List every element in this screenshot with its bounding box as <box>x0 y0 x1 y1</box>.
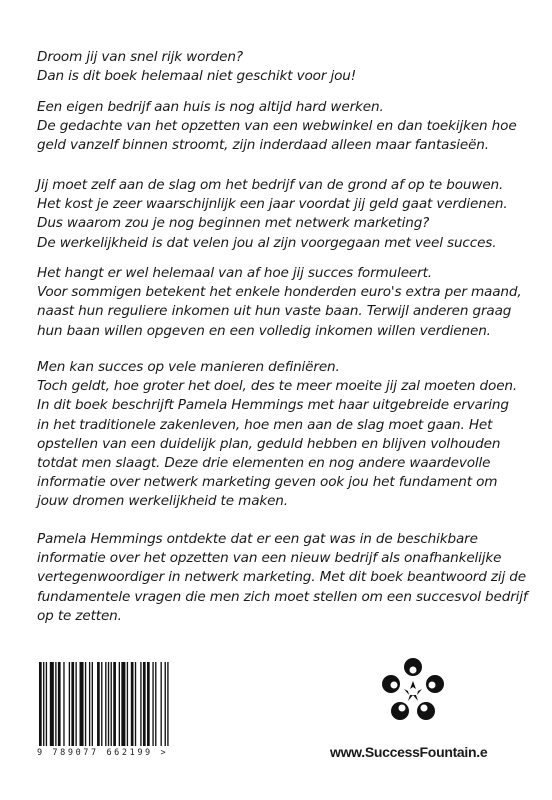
blurb-paragraph-2 <box>37 98 542 156</box>
text-line: Voor sommigen betekent het enkele honderden euro's extra per maand, <box>37 284 522 301</box>
barcode-bar <box>50 662 54 746</box>
text-line: hun baan willen opgeven en een volledig inkomen willen verdienen. <box>37 322 491 339</box>
flower-logo-icon <box>378 653 448 733</box>
text-line: informatie over het opzetten van een nieuw bedrijf als onafhankelijke <box>37 550 502 567</box>
barcode-bar <box>71 662 74 746</box>
text-line: Dan is dit boek helemaal niet geschikt voor jou! <box>37 68 357 85</box>
barcode-bar <box>97 662 100 746</box>
barcode-bar <box>85 662 86 746</box>
barcode-bar <box>69 662 70 746</box>
text-line: in het traditionele zakenleven, hoe men aan de slag moet gaan. Het <box>37 416 493 433</box>
barcode-bar <box>131 662 134 746</box>
barcode-bar <box>147 662 150 746</box>
text-line: De werkelijkheid is dat velen jou al zijn voorgegaan met veel succes. <box>37 234 497 251</box>
text-line: Pamela Hemmings ontdekte dat er een gat was in de beschikbare <box>37 531 478 547</box>
barcode-bar <box>167 662 168 746</box>
barcode-bars <box>37 662 171 746</box>
barcode-bar <box>127 662 128 746</box>
text-line: naast hun reguliere inkomen uit hun vaste baan. Terwijl anderen graag <box>37 303 512 320</box>
text-line: Jij moet zelf aan de slag om het bedrijf van de grond af op te bouwen. <box>37 177 504 193</box>
blurb-paragraph-5 <box>37 358 542 512</box>
barcode-bar <box>92 662 93 746</box>
text-line: Men kan succes op vele manieren definiëren. <box>37 359 340 375</box>
barcode-bar <box>108 662 109 746</box>
text-line: Het hangt er wel helemaal van af hoe jij succes formuleert. <box>37 265 432 281</box>
barcode-bar <box>119 662 120 746</box>
text-line: totdat men slaagt. Deze drie elementen en nog andere waardevolle <box>37 455 491 472</box>
text-line: Dus waarom zou je nog beginnen met netwerk marketing? <box>37 215 430 232</box>
text-line: In dit boek beschrijft Pamela Hemmings met haar uitgebreide ervaring <box>37 397 509 414</box>
text-line: geld vanzelf binnen stroomt, zijn inderdaad alleen maar fantasieën. <box>37 137 489 154</box>
barcode-bar <box>143 662 146 746</box>
barcode-bar <box>140 662 141 746</box>
barcode-bar <box>80 662 84 746</box>
text-line: opstellen van een duidelijk plan, geduld hebben en blijven volhouden <box>37 435 501 452</box>
barcode-bar <box>101 662 102 746</box>
barcode-bar <box>152 662 153 746</box>
barcode-bar <box>55 662 56 746</box>
barcode-bar <box>161 662 162 746</box>
barcode-bar <box>111 662 112 746</box>
text-line: De gedachte van het opzetten van een webwinkel en dan toekijken hoe <box>37 118 517 135</box>
text-line: Het kost je zeer waarschijnlijk een jaar voordat jij geld gaat verdienen. <box>37 196 508 213</box>
text-line: jouw dromen werkelijkheid te maken. <box>37 493 288 510</box>
barcode-bar <box>105 662 106 746</box>
barcode-bar <box>39 662 42 746</box>
barcode-bar <box>113 662 116 746</box>
text-line: vertegenwoordiger in netwerk marketing. Met dit boek beantwoord zij de <box>37 569 526 586</box>
barcode-digits: 9 789077 662199 > <box>37 748 169 758</box>
barcode-bar <box>135 662 136 746</box>
blurb-paragraph-6 <box>37 530 542 626</box>
blurb-paragraph-1 <box>37 48 542 86</box>
barcode-bar <box>58 662 61 746</box>
barcode-bar <box>121 662 125 746</box>
barcode-bar <box>89 662 90 746</box>
barcode-bar <box>46 662 47 746</box>
text-line: op te zetten. <box>37 607 122 624</box>
barcode-bar <box>63 662 64 746</box>
barcode-bar <box>75 662 76 746</box>
blurb-paragraph-3 <box>37 176 542 253</box>
isbn-barcode <box>37 662 171 762</box>
barcode-bar <box>43 662 44 746</box>
text-line: fundamentele vragen die men zich moet stellen om een succesvol bedrijf <box>37 588 528 605</box>
blurb-paragraph-4 <box>37 264 542 341</box>
text-line: informatie over netwerk marketing geven ook jou het fundament om <box>37 474 498 491</box>
text-line: Toch geldt, hoe groter het doel, des te meer moeite jij zal moeten doen. <box>37 378 518 395</box>
text-line: Droom jij van snel rijk worden? <box>37 49 243 65</box>
text-line: Een eigen bedrijf aan huis is nog altijd hard werken. <box>37 99 384 115</box>
barcode-bar <box>165 662 166 746</box>
website-url: www.SuccessFountain.e <box>330 744 488 760</box>
barcode-bar <box>155 662 156 746</box>
